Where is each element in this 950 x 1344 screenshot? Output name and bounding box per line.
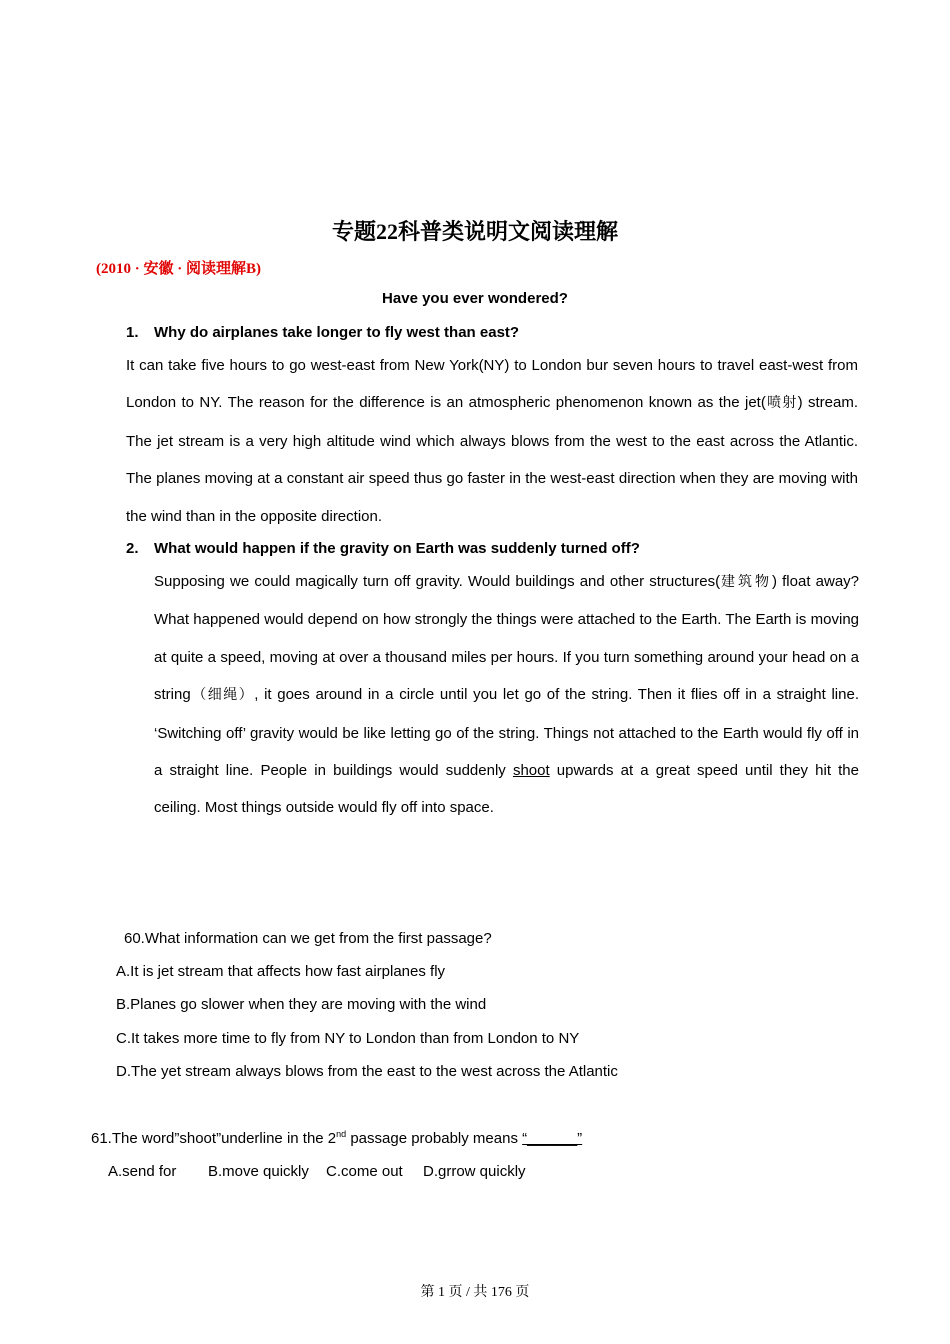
q2-number: 2. xyxy=(126,540,139,557)
q60-stem: 60.What information can we get from the first passage? xyxy=(124,930,492,947)
passage-2-text-d: upwards at a great speed until they hit the ceiling. Most things outside would fly off into space. xyxy=(154,762,859,817)
q61-option-d: D.grrow quickly xyxy=(423,1163,526,1180)
q61-option-c: C.come out xyxy=(326,1163,403,1180)
q60-option-c: C.It takes more time to fly from NY to London than from London to NY xyxy=(116,1030,580,1047)
q61-stem xyxy=(91,1129,582,1147)
q1-number: 1. xyxy=(126,324,139,341)
q1-heading: Why do airplanes take longer to fly west than east? xyxy=(154,324,520,341)
q61-blank: “______” xyxy=(522,1130,583,1147)
q61-stem-b: passage probably means xyxy=(346,1130,523,1147)
passage-1 xyxy=(126,347,858,535)
gloss-jet: 喷射 xyxy=(765,395,798,412)
q60-option-a: A.It is jet stream that affects how fast airplanes fly xyxy=(116,963,446,980)
passage-2-text-a: Supposing we could magically turn off gravity. Would buildings and other structures( xyxy=(154,573,721,590)
gloss-string: （细绳） xyxy=(190,687,255,704)
page-footer: 第 1 页 / 共 176 页 xyxy=(420,1285,530,1300)
q60-option-d: D.The yet stream always blows from the east to the west across the Atlantic xyxy=(116,1063,618,1080)
q2-heading: What would happen if the gravity on Earth was suddenly turned off? xyxy=(154,540,640,557)
passage-title: Have you ever wondered? xyxy=(382,290,568,307)
q60-option-b: B.Planes go slower when they are moving with the wind xyxy=(116,996,487,1013)
passage-2 xyxy=(154,563,859,827)
q61-sup: nd xyxy=(336,1129,347,1139)
underlined-shoot: shoot xyxy=(512,762,550,780)
passage-2-text-c: , it goes around in a circle until you let go of the string. Then it flies off in a straight line. ‘Switching off’ gravity would be like letting go of the string. Things not attached to the Earth would fly off in a straight line. People in buildings would suddenly xyxy=(154,686,859,780)
page-title: 专题22科普类说明文阅读理解 xyxy=(331,219,618,244)
q61-option-b: B.move quickly xyxy=(208,1163,309,1180)
passage-1-text-a: It can take five hours to go west-east from New York(NY) to London bur seven hours to travel east-west from London to NY. The reason for the difference is an atmospheric phenomenon known as the jet( xyxy=(126,357,858,412)
source-label: (2010 · 安徽 · 阅读理解B) xyxy=(96,261,262,277)
q61-option-a: A.send for xyxy=(108,1163,177,1180)
q61-stem-a: 61.The word”shoot”underline in the 2 xyxy=(91,1130,337,1147)
passage-1-text-b: ) stream. The jet stream is a very high altitude wind which always blows from the west to the east across the Atlantic. The planes moving at a constant air speed thus go faster in the west-east direction when they are moving with the wind than in the opposite direction. xyxy=(126,394,859,525)
passage-2-text-b: ) float away? What happened would depend on how strongly the things were attached to the Earth. The Earth is moving at quite a speed, moving at over a thousand miles per hours. If you turn something around your head on a string xyxy=(154,573,860,704)
gloss-structures: 建筑物 xyxy=(720,574,772,590)
